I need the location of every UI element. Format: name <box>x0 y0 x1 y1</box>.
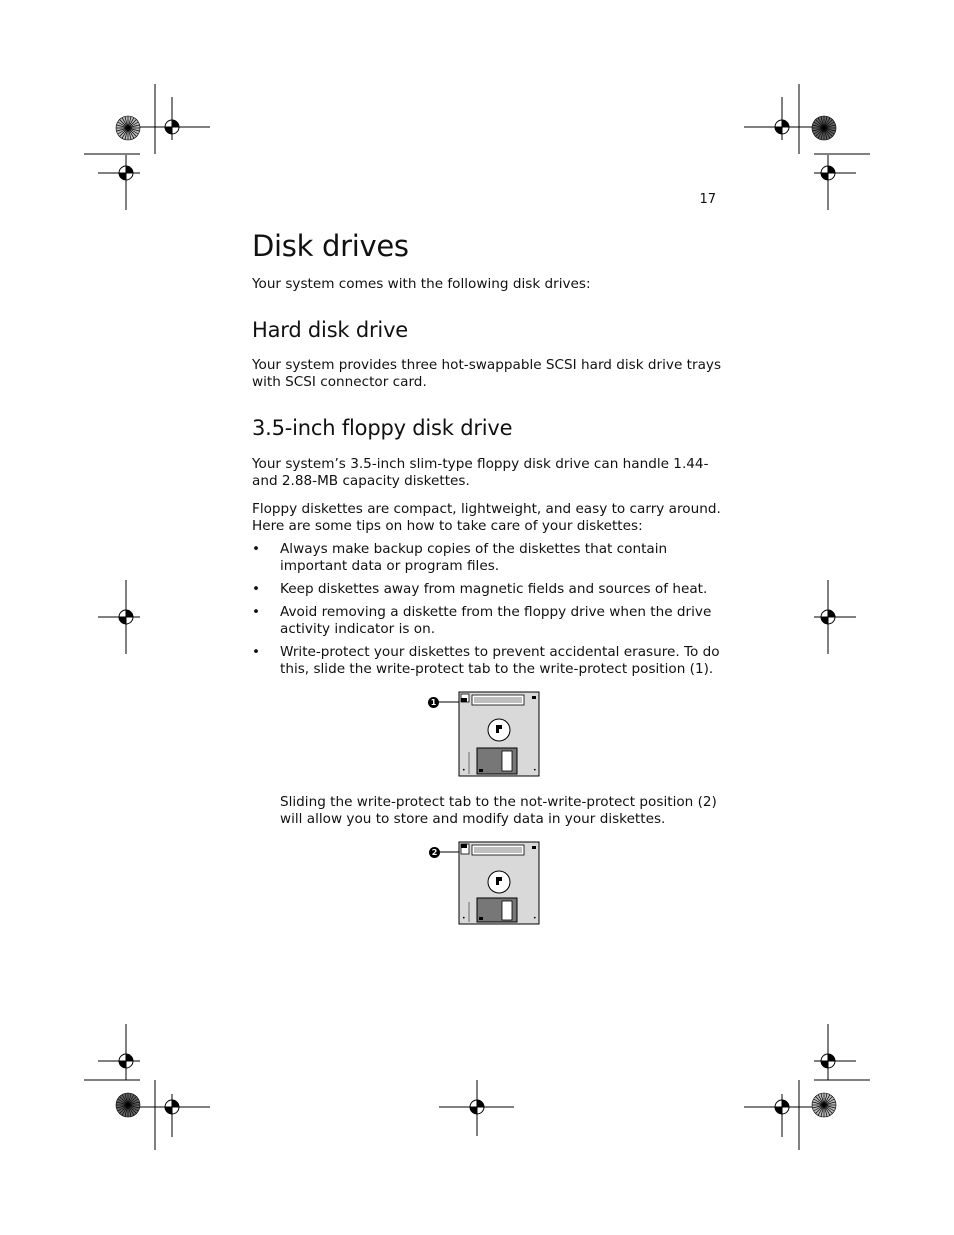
section-heading-floppy-disk: 3.5-inch floppy disk drive <box>252 416 513 440</box>
intro-text: Your system comes with the following disk drives: <box>252 276 591 292</box>
list-item-text: Always make backup copies of the diskettes that contain important data or program files. <box>280 541 668 574</box>
list-item <box>252 581 722 598</box>
page-title: Disk drives <box>252 229 409 263</box>
list-item <box>252 604 722 638</box>
section-heading-hard-disk: Hard disk drive <box>252 318 409 342</box>
bullet: • <box>252 644 261 660</box>
list-item <box>252 644 722 678</box>
list-item-text: Keep diskettes away from magnetic fields and sources of heat. <box>280 581 708 597</box>
floppy-paragraph-capacity: Your system’s 3.5-inch slim-type floppy disk drive can handle 1.44- and 2.88-MB capacity diskettes. <box>252 456 709 489</box>
bullet: • <box>252 581 261 597</box>
list-item-text: Write-protect your diskettes to prevent accidental erasure. To do this, slide the write-protect tab to the write-protect position (1). <box>280 644 720 677</box>
svg-text:•: • <box>462 915 466 922</box>
svg-text:•: • <box>533 915 537 922</box>
floppy-paragraph-tips: Floppy diskettes are compact, lightweight, and easy to carry around. Here are some tips on how to take care of your diskettes: <box>252 501 721 534</box>
svg-text:•: • <box>462 767 466 774</box>
svg-text:•: • <box>533 767 537 774</box>
diskette-tips-list <box>252 541 722 684</box>
figure-callout-1: 1 <box>428 697 439 708</box>
hard-disk-paragraph: Your system provides three hot-swappable SCSI hard disk drive trays with SCSI connector card. <box>252 357 722 390</box>
floppy-diskette-not-write-protected-icon <box>425 840 545 930</box>
floppy-diskette-write-protected-icon <box>425 690 545 780</box>
bullet: • <box>252 604 261 620</box>
figure-callout-2: 2 <box>429 847 440 858</box>
bullet: • <box>252 541 261 557</box>
list-item-text: Avoid removing a diskette from the floppy drive when the drive activity indicator is on. <box>280 604 712 637</box>
not-write-protect-paragraph: Sliding the write-protect tab to the not-write-protect position (2) will allow you to store and modify data in your diskettes. <box>280 794 717 827</box>
list-item <box>252 541 722 575</box>
page-number: 17 <box>699 192 716 207</box>
